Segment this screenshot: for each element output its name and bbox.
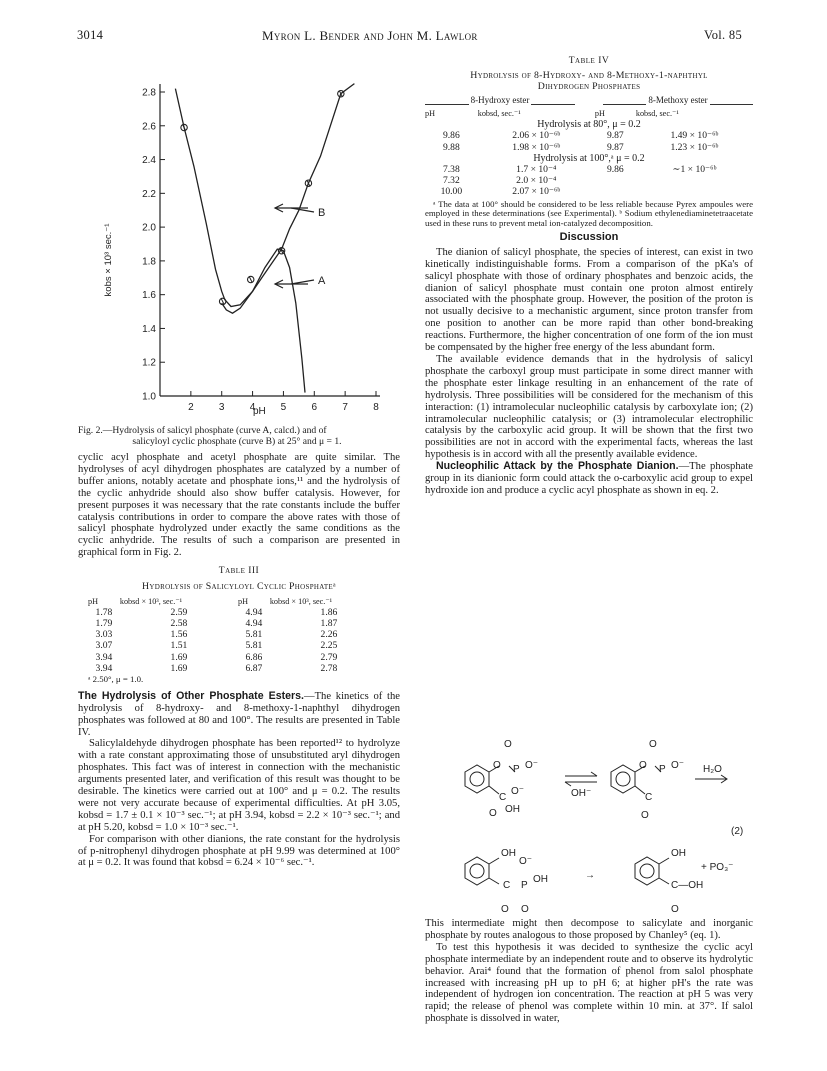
x-axis-label: pH xyxy=(253,406,266,417)
y-tick-label: 2.6 xyxy=(142,121,156,133)
figure-2-chart xyxy=(78,74,390,422)
table-4-header-row xyxy=(425,108,753,119)
x-tick-label: 3 xyxy=(218,402,225,413)
table-4-section-label: Hydrolysis at 100°,ᵃ μ = 0.2 xyxy=(533,152,645,164)
table-row xyxy=(425,186,753,197)
caption-line-2: salicyloyl cyclic phosphate (curve B) at 25° and μ = 1. xyxy=(132,436,342,447)
y-tick-label: 1.8 xyxy=(142,256,156,268)
discussion-paragraph-3: Nucleophilic Attack by the Phosphate Dianion.—The phosphate group in its dianionic form could attack the o-carboxylic acid group to expel hydroxide ion and produce a cyclic acyl phosphate as shown in eq. 2. xyxy=(425,460,753,496)
x-tick-label: 2 xyxy=(188,402,194,413)
table-cell: 5.81 xyxy=(245,640,263,652)
table-3-header-cell: kobsd × 10³, sec.⁻¹ xyxy=(269,596,333,606)
equation-2-scheme xyxy=(425,738,753,918)
left-paragraph-3: Salicylaldehyde dihydrogen phosphate has been reported¹² to hydrolyze with a rate constant approximating those of unsubstituted aryl dihydrogen phosphates. This fact was of interest in connection with the mechanistic arguments presented later, and verification of this result was thought to be desirable. The kinetics were carried out at 100° and μ = 0.2. The results were not very accurate because of experimental difficulties. At pH 3.05, kobsd = 1.7 ± 0.1 × 10⁻³ sec.⁻¹; at pH 3.94, kobsd = 2.2 × 10⁻³ sec.⁻¹; and at pH 5.20, kobsd = 1.0 × 10⁻³ sec.⁻¹. xyxy=(78,738,400,833)
volume-label: Vol. 85 xyxy=(704,28,742,42)
discussion-paragraph-4: This intermediate might then decompose to salicylate and inorganic phosphate by routes analogous to those proposed by Chanley⁵ (eq. 1). xyxy=(425,918,753,941)
y-tick-label: 2.8 xyxy=(142,87,156,99)
table-cell: 10.00 xyxy=(440,186,463,198)
label-a-arrow xyxy=(275,280,314,288)
table-4-section-80 xyxy=(425,119,753,130)
eq-o-top-1: O xyxy=(504,739,512,750)
table-cell: 2.25 xyxy=(320,640,338,652)
table-4-subtitle-1: Hydrolysis of 8-Hydroxy- and 8-Methoxy-1-naphthyl xyxy=(470,69,708,81)
eq-o-bottom-4: O xyxy=(521,904,529,915)
left-paragraph-4: For comparison with other dianions, the rate constant for the hydrolysis of p-nitrophenyl dihydrogen phosphate at pH 9.99 was determined at 100° at μ = 0.2. It was found that kobsd = 6.24 × 10⁻⁶ sec.⁻¹. xyxy=(78,833,400,869)
table-cell: 1.86 xyxy=(320,606,338,618)
table-cell: 9.87 xyxy=(606,130,624,142)
table-row xyxy=(425,164,753,175)
curve-label-b: B xyxy=(318,207,326,219)
table-cell: 5.81 xyxy=(245,629,263,641)
eq-oh-2: OH xyxy=(501,848,516,859)
eq-poh: OH xyxy=(533,874,548,885)
benzene-ring-2 xyxy=(611,765,635,793)
y-tick-label: 2.4 xyxy=(142,155,156,167)
table-row xyxy=(88,640,388,651)
table-4-group-2: 8-Methoxy ester xyxy=(603,96,753,105)
table-cell: ∼1 × 10⁻⁶ᵇ xyxy=(672,163,717,175)
eq-oh-1: OH xyxy=(505,804,520,815)
table-4-subtitle-2: Dihydrogen Phosphates xyxy=(537,81,641,93)
eq-o-bottom-1: O xyxy=(489,808,497,819)
table-4-group-1: 8-Hydroxy ester xyxy=(425,96,575,105)
page-number: 3014 xyxy=(77,28,104,42)
table-cell: 4.94 xyxy=(245,606,263,618)
table-4 xyxy=(425,56,753,229)
eq-c-2: C xyxy=(645,792,653,803)
eq-number: (2) xyxy=(731,826,744,837)
x-tick-label: 7 xyxy=(342,402,348,413)
y-axis-label: kobs × 10³ sec.⁻¹ xyxy=(103,223,114,297)
x-tick-label: 5 xyxy=(280,402,287,413)
table-cell: 1.69 xyxy=(170,662,188,674)
eq-o-ring-2: O xyxy=(639,760,647,771)
table-cell: 2.0 × 10⁻⁴ xyxy=(516,175,557,187)
discussion-paragraph-1: The dianion of salicyl phosphate, the species of interest, can exist in two kinetically indistinguishable forms. From a comparison of the pKa's of salicyl phosphate with those of ordinary phosphates and benzoic acids, the dianion of salicyl phosphate must contain one proton almost entirely associated with the phosphate group. However, the position of the proton is not usually decisive to a mechanistic argument, since proton transfer from one position to another can be more rapid than other bond-breaking reactions. Furthermore, the higher concentration of one form of the ion must be compensated by the higher free energy of the less abundant form. xyxy=(425,246,753,354)
table-cell: 2.26 xyxy=(320,629,338,641)
y-tick-label: 1.0 xyxy=(142,391,156,403)
eq-h2o: H₂O xyxy=(703,764,722,775)
table-3-subtitle: Hydrolysis of Salicyloyl Cyclic Phosphateᵃ xyxy=(142,581,336,593)
table-cell: 1.51 xyxy=(170,640,188,652)
table-cell: 6.87 xyxy=(245,662,263,674)
table-cell: 1.79 xyxy=(95,617,113,629)
table-cell: 1.7 × 10⁻⁴ xyxy=(516,163,557,175)
running-head-authors: Myron L. Bender and John M. Lawlor xyxy=(262,28,478,43)
eq-p-2: P xyxy=(659,764,666,775)
table-cell xyxy=(636,186,753,197)
eq-c-1: C xyxy=(499,792,507,803)
discussion-heading: Discussion xyxy=(559,230,619,243)
eq-p-1: P xyxy=(513,764,520,775)
eq-om-2: O⁻ xyxy=(511,786,525,797)
table-cell: 1.69 xyxy=(170,651,188,663)
figure-caption xyxy=(78,425,396,447)
table-row xyxy=(88,652,388,663)
table-cell: 2.59 xyxy=(170,606,188,618)
table-cell: 9.86 xyxy=(606,163,624,175)
table-3 xyxy=(78,566,400,685)
table-row xyxy=(88,629,388,640)
right-column-bottom xyxy=(425,918,753,1025)
table-cell: 3.03 xyxy=(95,629,113,641)
eq-cooh: C—OH xyxy=(671,880,704,891)
table-4-section-100 xyxy=(425,153,753,164)
discussion-paragraph-5: To test this hypothesis it was decided to synthesize the cyclic acyl phosphate intermediate by an independent route and to observe its hydrolytic behavior. Arai⁴ found that the formation of phenol from salol phosphate increased with increasing pH up to pH 6; at higher pH's the rate was independent of hydrogen ion concentration. The reaction at pH 5 was very rapid; the release of phenol was complete within 10 min. at 37°. If salol phosphate is dissolved in water, xyxy=(425,941,753,1025)
table-cell: 2.07 × 10⁻⁶ᵇ xyxy=(512,186,561,198)
left-paragraph-2: The Hydrolysis of Other Phosphate Esters.—The kinetics of the hydrolysis of 8-hydroxy- and 8-methoxy-1-naphthyl dihydrogen phosphates was followed at 80 and 100°. The results are presented in Table IV. xyxy=(78,689,400,738)
table-cell: 9.88 xyxy=(442,141,460,153)
table-cell xyxy=(595,186,636,197)
eq-o-ring-1: O xyxy=(493,760,501,771)
table-cell: 9.87 xyxy=(606,141,624,153)
y-tick-label: 1.4 xyxy=(142,323,156,335)
table-3-title: Table III xyxy=(218,566,260,577)
eq-o-bottom-5: O xyxy=(671,904,679,915)
x-tick-label: 4 xyxy=(249,402,256,413)
table-4-group-row xyxy=(425,96,753,105)
y-tick-label: 1.6 xyxy=(142,290,156,302)
table-3-header-row xyxy=(88,596,388,607)
eq-om-1: O⁻ xyxy=(525,760,539,771)
table-row xyxy=(425,175,753,186)
curve-label-a: A xyxy=(318,275,326,287)
table-4-title: Table IV xyxy=(568,56,610,66)
y-tick-label: 2.0 xyxy=(142,222,156,234)
table-4-section-label: Hydrolysis at 80°, μ = 0.2 xyxy=(537,119,641,131)
table-cell: 7.38 xyxy=(442,163,460,175)
caption-line-1: Fig. 2.—Hydrolysis of salicyl phosphate (curve A, calcd.) and of xyxy=(78,425,327,436)
eq-om-3: O⁻ xyxy=(671,760,685,771)
table-4-header-cell: pH xyxy=(594,108,605,118)
curve-a xyxy=(222,249,305,393)
table-cell: 6.86 xyxy=(245,651,263,663)
table-row xyxy=(88,607,388,618)
table-4-footnote: ᵃ The data at 100° should be considered to be less reliable because Pyrex ampoules were employed in these determinations (see Experimental). ᵇ Sodium ethylenediaminetetraacetate used in these runs to prevent metal ion-catalyzed decomposition. xyxy=(425,198,753,229)
eq-arrow: → xyxy=(585,870,595,881)
discussion-paragraph-2: The available evidence demands that in the hydrolysis of salicyl phosphate the carboxyl group must participate in some direct manner with the phosphate ester linkage resulting in an enhancement of the rate of hydrolysis. Three possibilities will be considered for the mechanism of this interaction: (1) intramolecular nucleophilic catalysis by carboxylate ion; (2) intramolecular nucleophilic catalysis; or (3) intramolecular electrophilic catalysis by the carboxylic acid group. It will be shown that the first two possibilities are not in accord with the experimental facts, whereas the last hypothesis is in accord with all the presently available evidence. xyxy=(425,353,753,461)
table-cell: 2.06 × 10⁻⁶ᵇ xyxy=(512,130,561,142)
table-3-header-cell: pH xyxy=(237,596,248,606)
table-cell: 2.78 xyxy=(320,662,338,674)
table-cell: 9.86 xyxy=(442,130,460,142)
table-cell: 1.23 × 10⁻⁶ᵇ xyxy=(670,141,719,153)
table-cell: 1.78 xyxy=(95,606,113,618)
left-paragraph-1: cyclic acyl phosphate and acetyl phosphate are quite similar. The hydrolyses of acyl dihydrogen phosphates are catalyzed by a number of buffer anions, notably acetate and phosphate ions,¹¹ and the hydrolysis of the cyclic anhydride should also show buffer catalysis. However, for present purposes it was necessary that the rate constants include the buffer catalysis contributions in order to compare the above rates with those of salicyl phosphate hydrolyzed under exactly the same conditions as the cyclic anhydride. The results of such a comparison are presented in graphical form in Fig. 2. xyxy=(78,452,400,559)
table-cell: 3.94 xyxy=(95,651,113,663)
table-row xyxy=(88,618,388,629)
table-3-footnote: ᵃ 2.50°, μ = 1.0. xyxy=(88,673,144,684)
table-cell: 1.49 × 10⁻⁶ᵇ xyxy=(670,130,719,142)
section-heading-other-esters: The Hydrolysis of Other Phosphate Esters. xyxy=(78,689,304,702)
eq-o-top-2: O xyxy=(649,739,657,750)
x-tick-label: 8 xyxy=(373,402,379,413)
table-row xyxy=(425,142,753,153)
table-row xyxy=(88,663,388,674)
x-tick-label: 6 xyxy=(311,402,318,413)
eq-po3: + PO₃⁻ xyxy=(701,862,734,873)
eq-c-3: C xyxy=(503,880,511,891)
table-3-header-cell: pH xyxy=(88,596,99,606)
table-cell: 1.56 xyxy=(170,629,188,641)
table-cell: 1.98 × 10⁻⁶ᵇ xyxy=(512,141,561,153)
table-row xyxy=(425,130,753,141)
table-cell: 7.32 xyxy=(442,175,460,187)
eq-o-bottom-2: O xyxy=(641,810,649,821)
benzene-ring-1 xyxy=(465,765,489,793)
table-4-header-cell: kobsd, sec.⁻¹ xyxy=(477,108,521,118)
table-cell: 3.07 xyxy=(95,640,113,652)
table-cell: 3.94 xyxy=(95,662,113,674)
table-4-header-cell: kobsd, sec.⁻¹ xyxy=(635,108,679,118)
eq-oh-3: OH xyxy=(671,848,686,859)
table-3-header-cell: kobsd × 10³, sec.⁻¹ xyxy=(119,596,183,606)
table-cell: 2.79 xyxy=(320,651,338,663)
table-cell: 2.58 xyxy=(170,617,188,629)
data-point-stroke xyxy=(249,276,252,282)
table-cell: 4.94 xyxy=(245,617,263,629)
table-4-grid xyxy=(425,108,753,198)
table-cell: 1.87 xyxy=(320,617,338,629)
benzene-ring-4 xyxy=(635,857,659,885)
right-column xyxy=(425,56,753,497)
y-tick-label: 2.2 xyxy=(142,188,156,200)
eq-o-bottom-3: O xyxy=(501,904,509,915)
left-column xyxy=(78,452,400,869)
table-cell xyxy=(636,175,753,186)
table-4-header-cell: pH xyxy=(425,108,436,118)
eq-om-4: O⁻ xyxy=(519,856,533,867)
eq-p-3: P xyxy=(521,880,528,891)
label-b-arrow xyxy=(275,204,314,212)
section-heading-nucleophilic: Nucleophilic Attack by the Phosphate Dianion. xyxy=(436,460,679,473)
y-tick-label: 1.2 xyxy=(142,357,156,369)
eq-ohm: OH⁻ xyxy=(571,788,592,799)
table-cell xyxy=(595,175,636,186)
benzene-ring-3 xyxy=(465,857,489,885)
table-3-grid xyxy=(88,596,388,674)
curve-b xyxy=(175,84,354,307)
